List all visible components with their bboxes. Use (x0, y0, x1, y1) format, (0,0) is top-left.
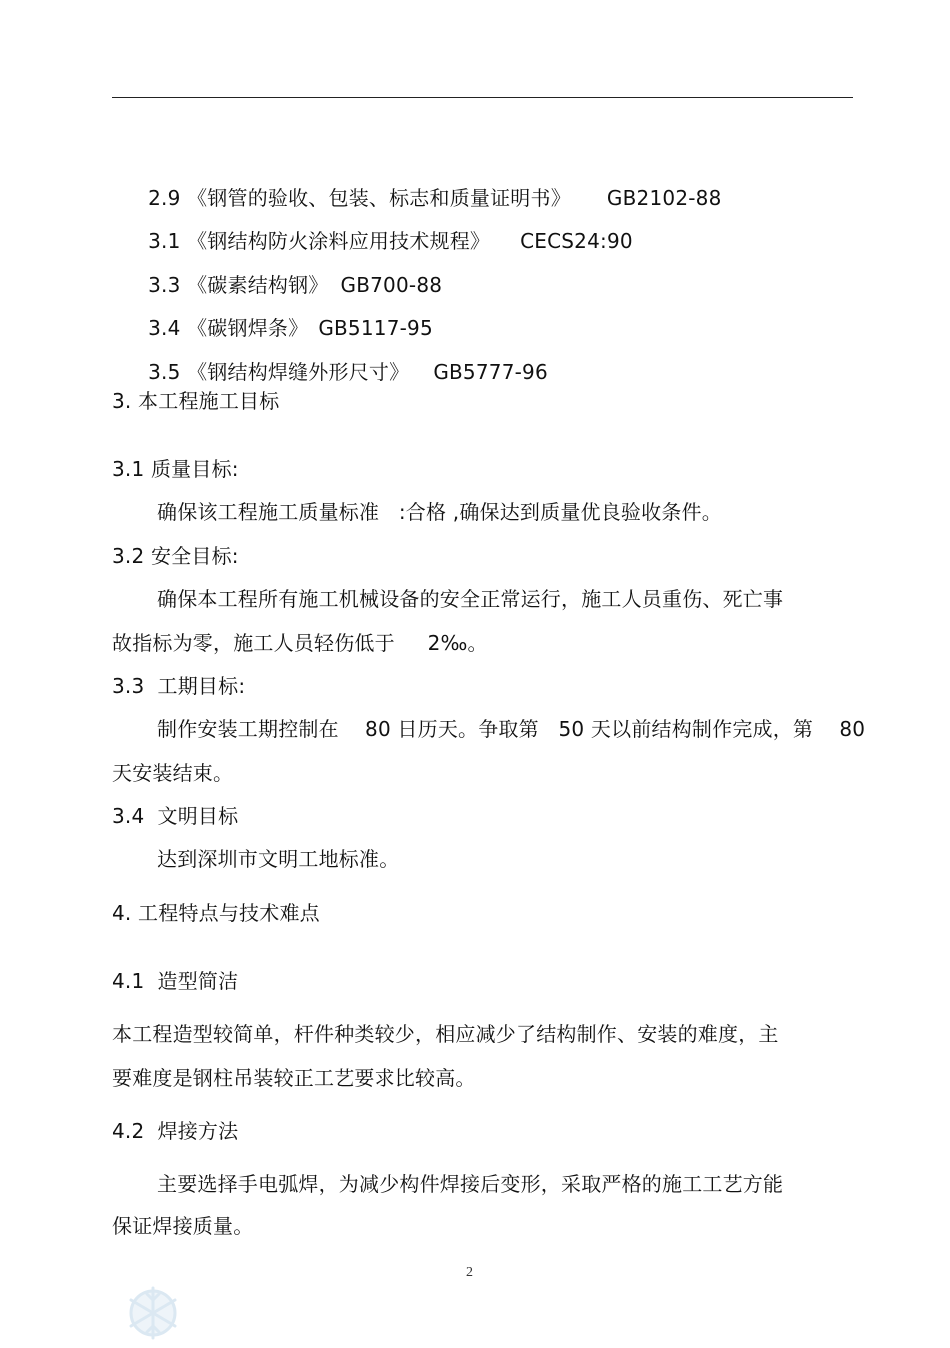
welding-text-line1: 主要选择手电弧焊，为减少构件焊接后变形，采取严格的施工工艺方能 (157, 1172, 784, 1196)
standard-code: GB5777-96 (433, 360, 548, 384)
standard-number: 3.3 (148, 273, 181, 297)
quality-goal-text: 确保该工程施工质量标准 :合格 ,确保达到质量优良验收条件。 (157, 500, 722, 524)
standard-number: 3.4 (148, 316, 181, 340)
standard-number: 3.1 (148, 229, 181, 253)
standard-item (135, 205, 633, 253)
standard-code: GB5117-95 (318, 316, 433, 340)
header-rule (112, 97, 853, 98)
safety-goal-text-line2: 故指标为零，施工人员轻伤低于 2‰。 (112, 631, 488, 655)
snowflake-watermark-icon (118, 1282, 188, 1344)
civil-goal-text: 达到深圳市文明工地标准。 (157, 847, 400, 871)
safety-goal-text-line1: 确保本工程所有施工机械设备的安全正常运行，施工人员重伤、死亡事 (157, 587, 784, 611)
schedule-goal-text-line1: 制作安装工期控制在 80 日历天。争取第 50 天以前结构制作完成，第 80 (157, 717, 866, 741)
shape-text-line2: 要难度是钢柱吊装较正工艺要求比较高。 (112, 1066, 476, 1090)
standard-code: GB700-88 (340, 273, 443, 297)
standard-title: 《钢结构防火涂料应用技术规程》 (187, 229, 491, 253)
welding-heading: 4.2 焊接方法 (112, 1119, 239, 1143)
schedule-goal-text-line2: 天安装结束。 (112, 761, 234, 785)
standard-code: GB2102-88 (606, 186, 722, 210)
civil-goal-heading: 3.4 文明目标 (112, 804, 239, 828)
schedule-goal-heading: 3.3 工期目标: (112, 674, 246, 698)
standard-item (135, 292, 433, 340)
standard-title: 《钢管的验收、包装、标志和质量证明书》 (187, 186, 571, 210)
page-number: 2 (466, 1265, 473, 1280)
standard-title: 《碳钢焊条》 (187, 316, 309, 340)
standard-title: 《碳素结构钢》 (187, 273, 329, 297)
standard-number: 3.5 (148, 360, 181, 384)
welding-text-line2: 保证焊接质量。 (112, 1214, 254, 1238)
safety-goal-heading: 3.2 安全目标: (112, 544, 239, 568)
section-4-heading: 4. 工程特点与技术难点 (112, 901, 320, 925)
standard-number: 2.9 (148, 186, 181, 210)
shape-text-line1: 本工程造型较简单，杆件种类较少，相应减少了结构制作、安装的难度，主 (112, 1022, 779, 1046)
standard-item (135, 336, 548, 384)
shape-heading: 4.1 造型简洁 (112, 969, 239, 993)
standard-item (135, 249, 442, 297)
section-3-heading: 3. 本工程施工目标 (112, 389, 280, 413)
standard-title: 《钢结构焊缝外形尺寸》 (187, 360, 410, 384)
quality-goal-heading: 3.1 质量目标: (112, 457, 239, 481)
standard-item (135, 162, 722, 210)
standard-code: CECS24:90 (520, 229, 633, 253)
